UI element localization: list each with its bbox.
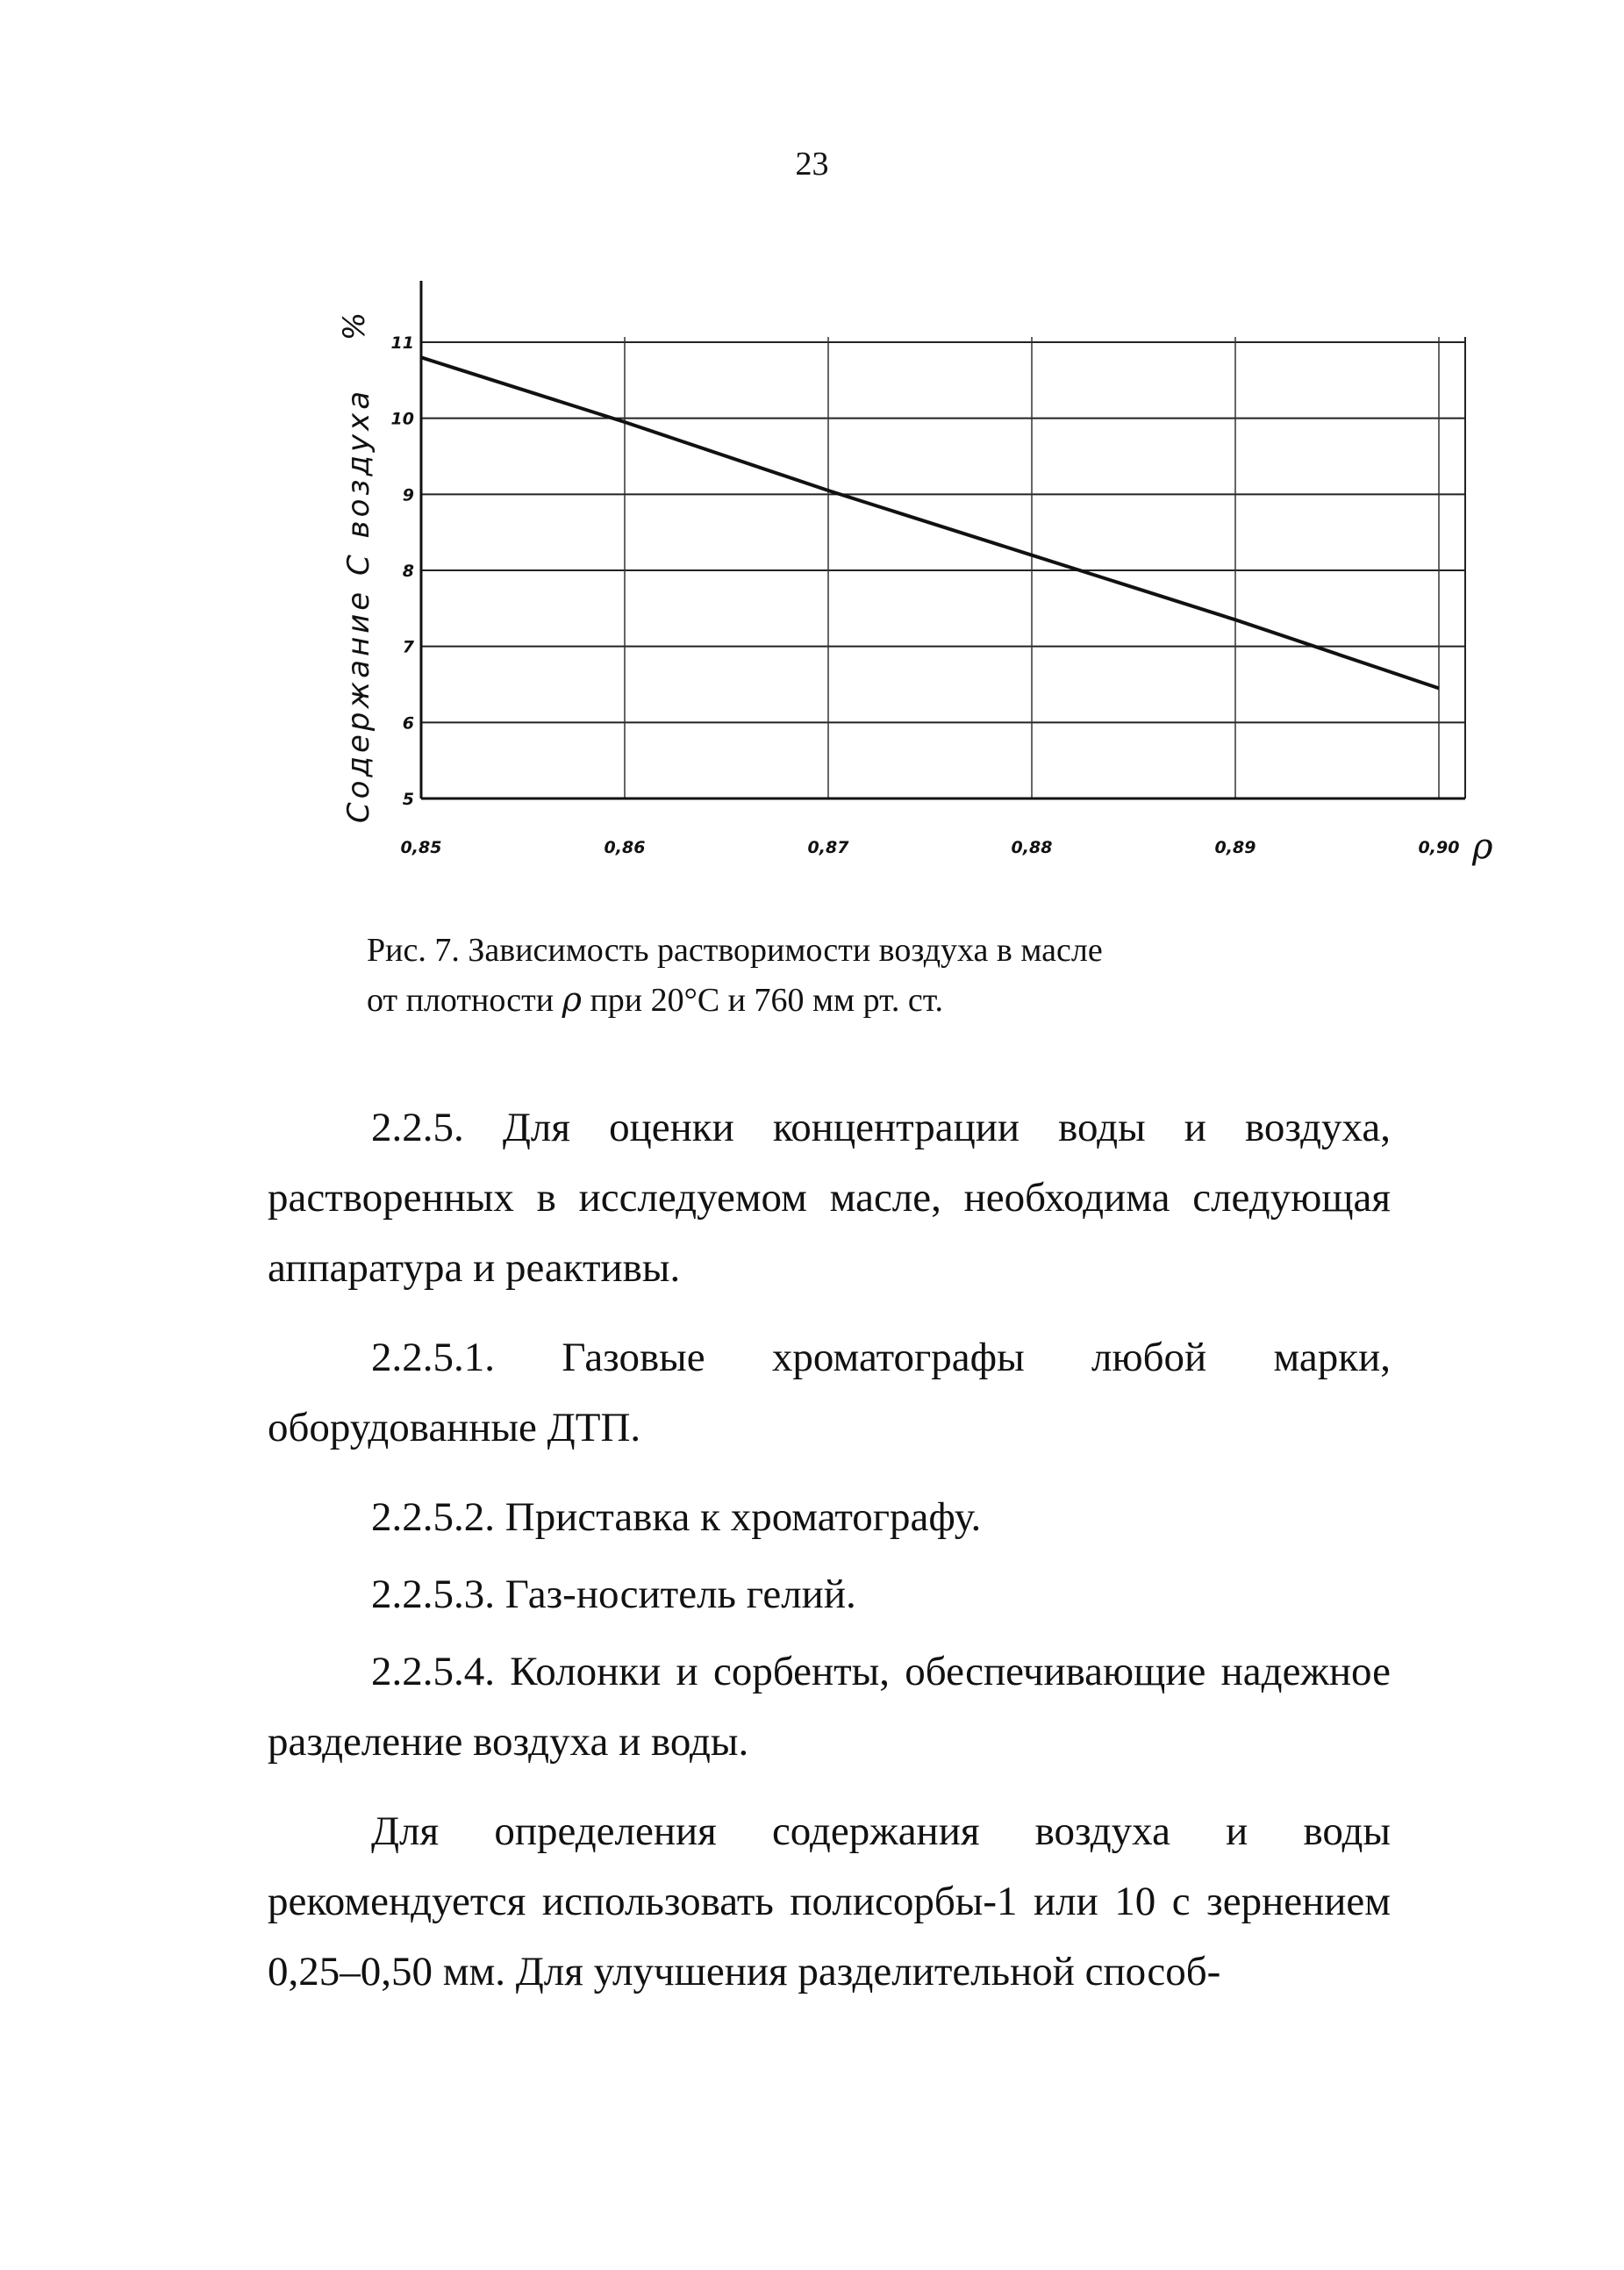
x-tick-label: 0,87: [807, 838, 849, 857]
paragraph-2-2-5: 2.2.5. Для оценки концентрации воды и воздуха, растворенных в исследуемом масле, необходима следующая аппаратура и реактивы.: [268, 1105, 1391, 1291]
x-tick-label: 0,88: [1011, 838, 1053, 857]
y-axis-label: Содержание С воздуха: [341, 387, 376, 824]
paragraph-recommendation: Для определения содержания воздуха и воды рекомендуется использовать полисорбы-1 или 10 с зернением 0,25–0,50 мм. Для улучшения разделительной способ-: [268, 1808, 1391, 1994]
chart-axes: [421, 281, 1465, 798]
y-tick-label: 5: [402, 790, 414, 809]
caption-text-2a: от плотности: [367, 982, 554, 1019]
data-series: [421, 357, 1439, 688]
y-tick-label: 10: [390, 409, 414, 429]
caption-line-2: [367, 975, 1103, 1025]
y-tick-label: 8: [402, 562, 414, 581]
paragraph-2-2-5-1: 2.2.5.1. Газовые хроматографы любой марки, оборудованные ДТП.: [268, 1335, 1391, 1450]
caption-line-1: [367, 926, 1103, 975]
x-tick-label: 0,89: [1214, 838, 1256, 857]
solubility-chart: [316, 263, 1500, 895]
x-axis-label: ρ: [1472, 827, 1493, 867]
y-tick-labels: [391, 333, 415, 809]
paragraph-2-2-5-4: 2.2.5.4. Колонки и сорбенты, обеспечивающие надежное разделение воздуха и воды.: [268, 1649, 1391, 1765]
y-axis-unit: %: [337, 308, 372, 341]
x-tick-labels: [401, 838, 1460, 857]
page-number: 23: [795, 146, 829, 183]
paragraph-2-2-5-2: 2.2.5.2. Приставка к хроматографу.: [371, 1494, 982, 1540]
y-tick-label: 11: [390, 333, 414, 353]
x-tick-label: 0,85: [400, 838, 442, 857]
y-tick-label: 6: [402, 713, 414, 734]
y-tick-label: 7: [402, 637, 414, 657]
body-text: [268, 1092, 1391, 2026]
paragraph-2-2-5-3: 2.2.5.3. Газ-носитель гелий.: [371, 1572, 856, 1617]
y-tick-label: 9: [402, 485, 414, 505]
caption-rho-symbol: ρ: [562, 980, 582, 1019]
caption-text-1: Зависимость растворимости воздуха в масле: [468, 932, 1103, 969]
caption-text-2b: при 20°С и 760 мм рт. ст.: [590, 982, 943, 1019]
x-tick-label: 0,90: [1418, 838, 1460, 857]
caption-prefix: Рис. 7.: [367, 932, 460, 969]
figure-caption: [367, 926, 1103, 1025]
x-tick-label: 0,86: [604, 838, 646, 857]
data-line: [421, 357, 1439, 688]
